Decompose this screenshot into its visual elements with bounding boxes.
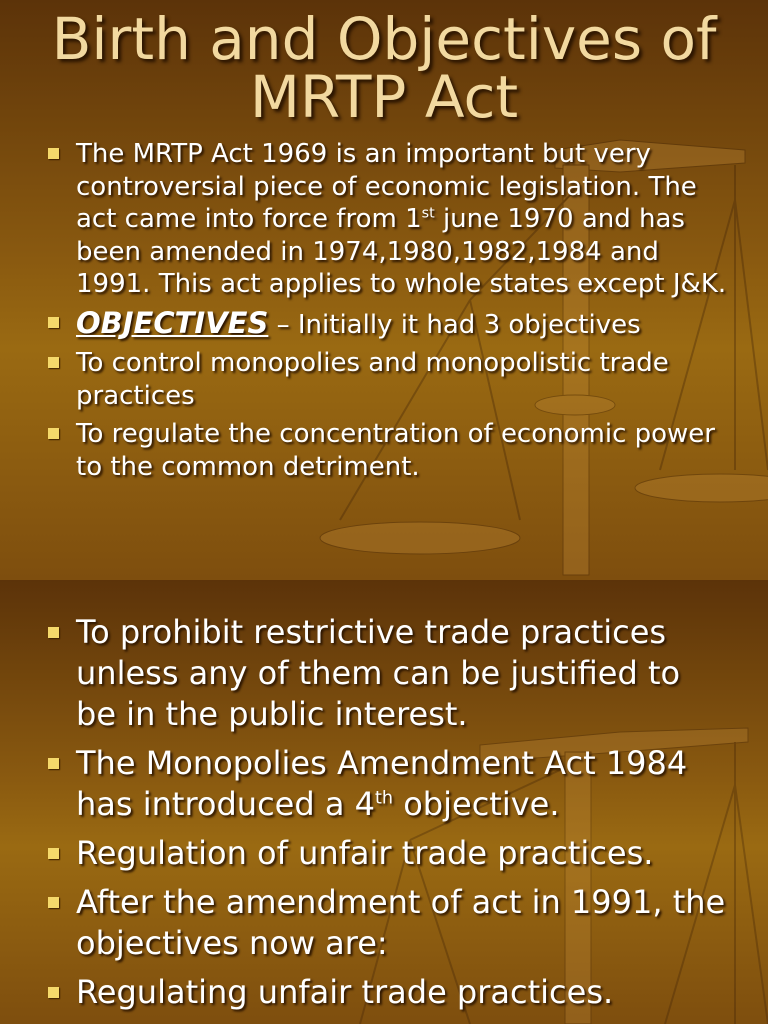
list-item-amendment-act xyxy=(0,743,768,825)
bullet-text: To control monopolies and monopolistic trade practices xyxy=(76,348,669,411)
objectives-heading: OBJECTIVES xyxy=(76,305,269,340)
square-bullet-icon xyxy=(48,987,59,998)
bullet-text: To regulate the concentration of economic power to the common detriment. xyxy=(76,419,715,482)
slide-2 xyxy=(0,580,768,1024)
amendment-superscript: th xyxy=(374,788,394,809)
amendment-text-part2: objective. xyxy=(393,785,560,823)
square-bullet-icon xyxy=(48,758,59,769)
list-item-control-monopolies xyxy=(0,347,768,412)
list-item-intro xyxy=(0,138,768,301)
square-bullet-icon xyxy=(48,428,59,439)
square-bullet-icon xyxy=(48,148,59,159)
bullet-text: After the amendment of act in 1991, the objectives now are: xyxy=(76,883,726,962)
objectives-text: – Initially it had 3 objectives xyxy=(268,309,641,340)
square-bullet-icon xyxy=(48,317,59,328)
slide-title: Birth and Objectives of MRTP Act xyxy=(51,5,717,131)
square-bullet-icon xyxy=(48,627,59,638)
amendment-text-part1: The Monopolies Amendment Act 1984 has introduced a 4 xyxy=(76,744,688,823)
list-item-regulating-unfair xyxy=(0,972,768,1013)
bullet-text: Regulation of unfair trade practices. xyxy=(76,834,654,872)
bullet-text: Regulating unfair trade practices. xyxy=(76,973,614,1011)
list-item-after-amendment xyxy=(0,882,768,964)
slide-2-bullet-list xyxy=(0,612,768,1021)
square-bullet-icon xyxy=(48,897,59,908)
list-item-regulation-unfair xyxy=(0,833,768,874)
list-item-regulate-concentration xyxy=(0,418,768,483)
square-bullet-icon xyxy=(48,357,59,368)
slide-1-bullet-list xyxy=(0,138,768,489)
square-bullet-icon xyxy=(48,848,59,859)
list-item-objectives xyxy=(0,307,768,342)
intro-superscript: st xyxy=(421,205,435,222)
intro-text-part2: june 1970 and has been amended in 1974,1980,1982,1984 and 1991. This act applies to whole states except J&K. xyxy=(76,204,727,299)
list-item-prohibit-restrictive xyxy=(0,612,768,735)
intro-text-part1: The MRTP Act 1969 is an important but very controversial piece of economic legislation. The act came into force from 1 xyxy=(76,139,697,234)
bullet-text: To prohibit restrictive trade practices unless any of them can be justified to be in the public interest. xyxy=(76,613,681,733)
